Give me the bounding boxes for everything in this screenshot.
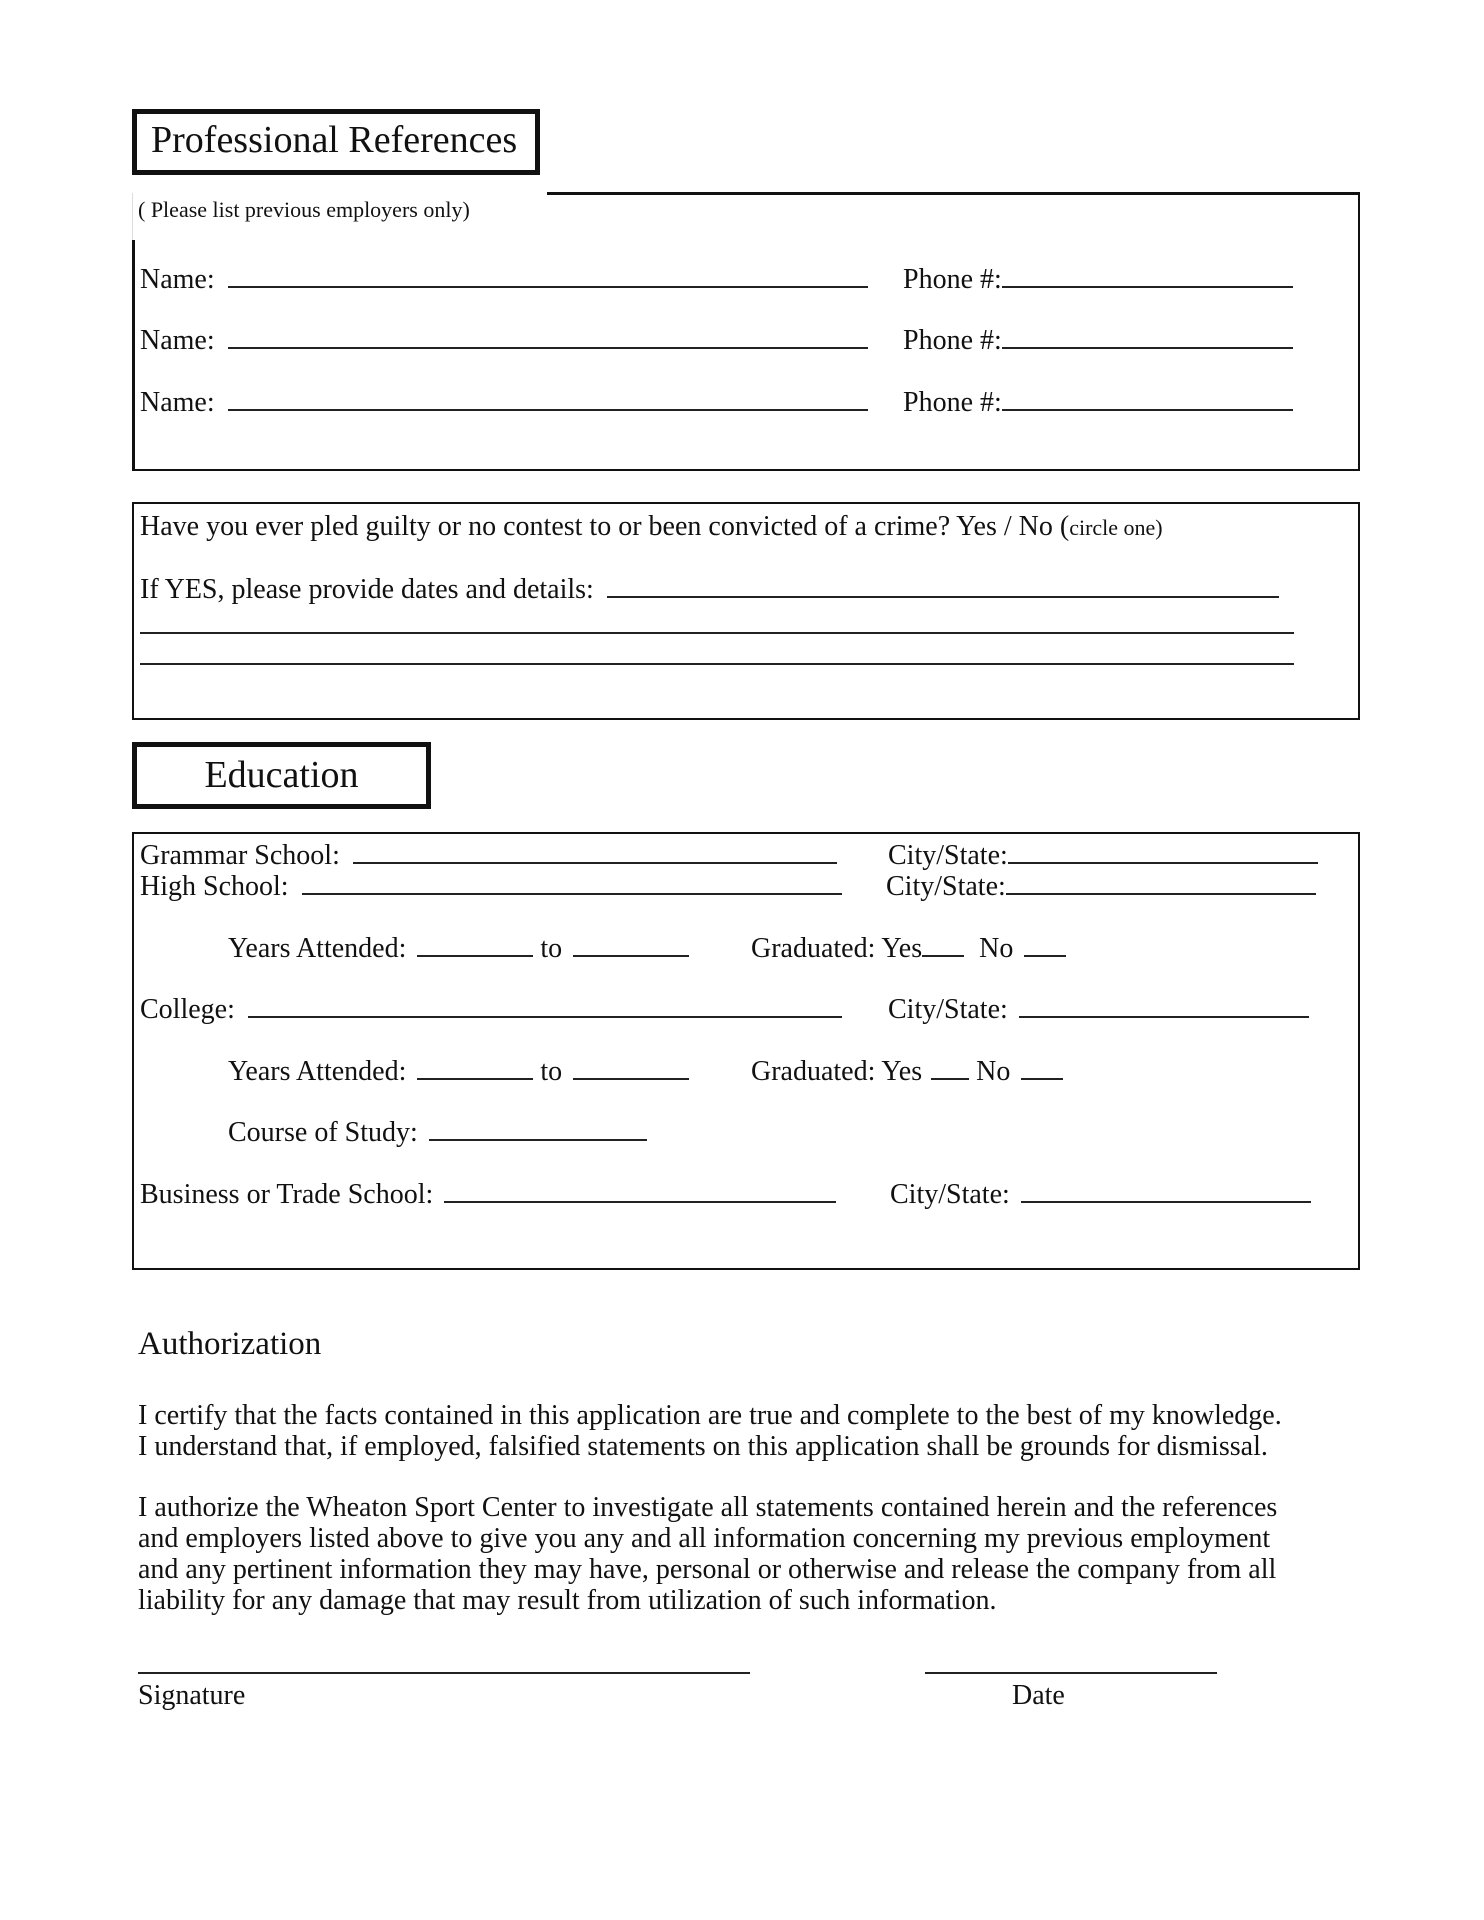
references-note: ( Please list previous employers only) bbox=[138, 197, 470, 222]
hs-year-from-field[interactable] bbox=[417, 931, 533, 957]
hs-year-to-field[interactable] bbox=[573, 931, 689, 957]
city-state-label: City/State: bbox=[890, 1179, 1010, 1210]
high-city-row bbox=[886, 869, 1316, 903]
name-label: Name: bbox=[140, 264, 215, 295]
name-label: Name: bbox=[140, 387, 215, 418]
circle-one-hint: circle one) bbox=[1069, 515, 1163, 540]
high-school-row bbox=[140, 869, 842, 903]
college-label: College: bbox=[140, 994, 235, 1025]
city-state-label: City/State: bbox=[888, 994, 1008, 1025]
hs-graduated-row bbox=[751, 931, 1066, 965]
trade-city-state-field[interactable] bbox=[1021, 1177, 1311, 1203]
criminal-details-row bbox=[140, 572, 1279, 606]
trade-city-row bbox=[890, 1177, 1311, 1211]
course-of-study-row bbox=[228, 1115, 647, 1149]
graduated-label: Graduated: Yes bbox=[751, 933, 923, 964]
years-attended-label: Years Attended: bbox=[228, 1056, 407, 1087]
paragraph-line: liability for any damage that may result from utilization of such information. bbox=[138, 1585, 997, 1616]
hs-graduated-no-field[interactable] bbox=[1024, 931, 1066, 957]
reference-name-field-2[interactable] bbox=[228, 323, 868, 349]
education-heading bbox=[132, 742, 431, 809]
reference-phone-row bbox=[903, 262, 1293, 296]
reference-phone-field-3[interactable] bbox=[1002, 385, 1293, 411]
city-state-label: City/State: bbox=[888, 840, 1008, 871]
date-label: Date bbox=[1012, 1680, 1065, 1711]
phone-label: Phone #: bbox=[903, 387, 1002, 418]
criminal-details-field-1[interactable] bbox=[607, 572, 1279, 598]
trade-school-row bbox=[140, 1177, 836, 1211]
name-label: Name: bbox=[140, 325, 215, 356]
professional-references-heading bbox=[132, 109, 540, 175]
grammar-school-label: Grammar School: bbox=[140, 840, 340, 871]
college-years-row bbox=[228, 1054, 689, 1088]
reference-phone-row bbox=[903, 385, 1293, 419]
course-of-study-label: Course of Study: bbox=[228, 1117, 418, 1148]
no-label: No bbox=[976, 1056, 1011, 1087]
signature-label: Signature bbox=[138, 1680, 246, 1711]
reference-row bbox=[140, 323, 868, 357]
authorization-paragraph bbox=[138, 1492, 1277, 1616]
date-field[interactable] bbox=[925, 1672, 1217, 1674]
college-graduated-yes-field[interactable] bbox=[931, 1054, 969, 1080]
reference-name-field-3[interactable] bbox=[228, 385, 868, 411]
frame-top-border bbox=[547, 192, 1360, 195]
hs-years-row bbox=[228, 931, 689, 965]
course-of-study-field[interactable] bbox=[429, 1115, 647, 1141]
paragraph-line: I certify that the facts contained in this application are true and complete to the best of my knowledge. bbox=[138, 1400, 1282, 1431]
high-school-label: High School: bbox=[140, 871, 289, 902]
phone-label: Phone #: bbox=[903, 264, 1002, 295]
city-state-label: City/State: bbox=[886, 871, 1006, 902]
college-row bbox=[140, 992, 842, 1026]
paragraph-line: I authorize the Wheaton Sport Center to investigate all statements contained herein and the references bbox=[138, 1492, 1278, 1523]
heading-text: Professional References bbox=[151, 119, 518, 161]
college-city-row bbox=[888, 992, 1309, 1026]
heading-text: Education bbox=[204, 754, 359, 796]
reference-name-field-1[interactable] bbox=[228, 262, 868, 288]
paragraph-line: I understand that, if employed, falsified statements on this application shall be grounds for dismissal. bbox=[138, 1431, 1268, 1462]
hs-graduated-yes-field[interactable] bbox=[922, 931, 964, 957]
signature-field[interactable] bbox=[138, 1672, 750, 1674]
college-city-state-field[interactable] bbox=[1019, 992, 1309, 1018]
authorization-heading: Authorization bbox=[138, 1326, 322, 1362]
criminal-details-field-2[interactable] bbox=[140, 632, 1294, 634]
trade-school-field[interactable] bbox=[444, 1177, 836, 1203]
criminal-question-text: Have you ever pled guilty or no contest to or been convicted of a crime? Yes / No ( bbox=[140, 511, 1070, 542]
reference-phone-field-2[interactable] bbox=[1002, 323, 1293, 349]
reference-phone-row bbox=[903, 323, 1293, 357]
paragraph-line: and employers listed above to give you any and all information concerning my previous employment bbox=[138, 1523, 1271, 1554]
trade-school-label: Business or Trade School: bbox=[140, 1179, 434, 1210]
grammar-school-row bbox=[140, 838, 837, 872]
criminal-details-field-3[interactable] bbox=[140, 663, 1294, 665]
grammar-city-row bbox=[888, 838, 1318, 872]
college-graduated-no-field[interactable] bbox=[1021, 1054, 1063, 1080]
paragraph-line: and any pertinent information they may have, personal or otherwise and release the company from all bbox=[138, 1554, 1277, 1585]
years-attended-label: Years Attended: bbox=[228, 933, 407, 964]
phone-label: Phone #: bbox=[903, 325, 1002, 356]
reference-row bbox=[140, 385, 868, 419]
graduated-label: Graduated: Yes bbox=[751, 1056, 923, 1087]
to-label: to bbox=[540, 933, 563, 964]
grammar-city-state-field[interactable] bbox=[1008, 838, 1318, 864]
college-year-to-field[interactable] bbox=[573, 1054, 689, 1080]
high-city-state-field[interactable] bbox=[1006, 869, 1316, 895]
no-label: No bbox=[979, 933, 1014, 964]
high-school-field[interactable] bbox=[302, 869, 842, 895]
college-graduated-row bbox=[751, 1054, 1063, 1088]
details-label: If YES, please provide dates and details: bbox=[140, 574, 594, 605]
frame-left-border bbox=[132, 240, 135, 471]
college-field[interactable] bbox=[248, 992, 842, 1018]
certification-paragraph bbox=[138, 1400, 1282, 1462]
reference-row bbox=[140, 262, 868, 296]
criminal-question bbox=[140, 511, 1163, 544]
reference-phone-field-1[interactable] bbox=[1002, 262, 1293, 288]
note-edge bbox=[132, 193, 133, 240]
to-label: to bbox=[540, 1056, 563, 1087]
grammar-school-field[interactable] bbox=[353, 838, 837, 864]
college-year-from-field[interactable] bbox=[417, 1054, 533, 1080]
